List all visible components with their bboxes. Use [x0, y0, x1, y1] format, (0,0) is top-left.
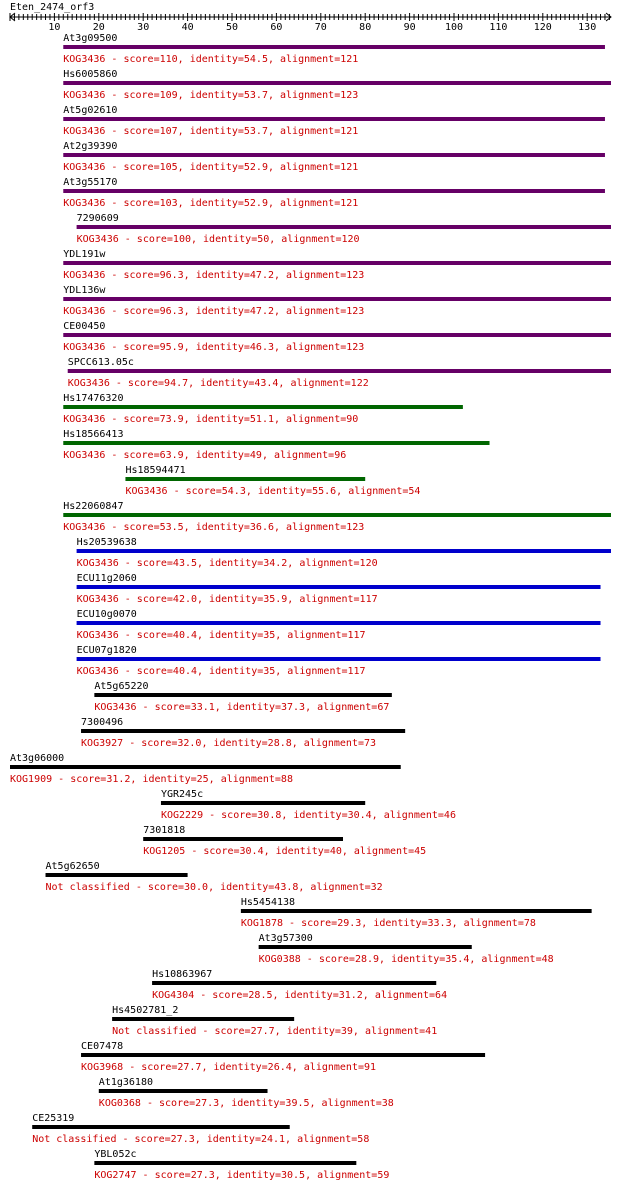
axis-tick-label: 70: [314, 22, 327, 33]
hit-bar[interactable]: [32, 1125, 290, 1129]
hit-name[interactable]: ECU10g0070: [76, 609, 137, 620]
hit-name[interactable]: At5g65220: [94, 681, 149, 692]
hit-row[interactable]: [77, 645, 601, 677]
hit-row[interactable]: [63, 33, 605, 65]
hit-bar[interactable]: [259, 945, 472, 949]
hit-description: Not classified - score=27.3, identity=24.1, alignment=58: [32, 1134, 370, 1145]
hit-name[interactable]: At3g06000: [10, 753, 65, 764]
hit-row[interactable]: [99, 1077, 394, 1109]
hit-bar[interactable]: [99, 1089, 268, 1093]
hit-description: KOG3436 - score=63.9, identity=49, alignment=96: [63, 450, 347, 461]
hit-row[interactable]: [94, 681, 391, 713]
hit-description: KOG3436 - score=105, identity=52.9, alignment=121: [63, 162, 359, 173]
hit-description: KOG1909 - score=31.2, identity=25, alignment=88: [10, 774, 293, 785]
query-title: Eten_2474_orf3: [10, 2, 95, 13]
hit-description: Not classified - score=27.7, identity=39, alignment=41: [112, 1026, 438, 1037]
hit-bar[interactable]: [94, 1161, 356, 1165]
hit-name[interactable]: At5g02610: [63, 105, 118, 116]
hit-name[interactable]: YBL052c: [94, 1149, 137, 1160]
axis-tick-label: 80: [359, 22, 372, 33]
hit-row[interactable]: [63, 429, 489, 461]
hit-bar[interactable]: [152, 981, 436, 985]
hit-name[interactable]: Hs5454138: [240, 897, 296, 908]
hit-row[interactable]: [63, 177, 605, 209]
hit-row[interactable]: [63, 69, 611, 101]
hit-row[interactable]: [143, 825, 426, 857]
hit-name[interactable]: At3g57300: [258, 933, 313, 944]
axis-tick-label: 120: [533, 22, 552, 33]
hit-name[interactable]: Hs4502781_2: [112, 1005, 179, 1016]
hit-description: Not classified - score=30.0, identity=43.8, alignment=32: [45, 882, 383, 893]
axis-tick-label: 90: [403, 22, 416, 33]
hit-bar[interactable]: [161, 801, 365, 805]
hit-description: KOG1205 - score=30.4, identity=40, alignment=45: [143, 846, 427, 857]
hit-bar[interactable]: [68, 369, 611, 373]
hit-bar[interactable]: [94, 693, 391, 697]
hit-row[interactable]: [63, 393, 463, 425]
hit-bar[interactable]: [63, 81, 611, 85]
hit-description: KOG1878 - score=29.3, identity=33.3, alignment=78: [240, 918, 536, 929]
axis-tick-label: 30: [137, 22, 150, 33]
hit-row[interactable]: [68, 357, 611, 389]
hit-name[interactable]: At3g55170: [63, 177, 118, 188]
hit-bar[interactable]: [46, 873, 188, 877]
axis-tick-label: 40: [181, 22, 194, 33]
hit-bar[interactable]: [77, 621, 601, 625]
axis-tick-label: 60: [270, 22, 283, 33]
hit-description: KOG3436 - score=107, identity=53.7, alignment=121: [63, 126, 359, 137]
hit-description: KOG3436 - score=94.7, identity=43.4, alignment=122: [67, 378, 369, 389]
hit-description: KOG2747 - score=27.3, identity=30.5, alignment=59: [94, 1170, 390, 1181]
hit-row[interactable]: [241, 897, 592, 929]
hit-bar[interactable]: [63, 261, 611, 265]
hit-name[interactable]: SPCC613.05c: [67, 357, 134, 368]
hit-bar[interactable]: [63, 153, 605, 157]
hit-name[interactable]: YDL136w: [63, 285, 106, 296]
position-axis: [10, 13, 611, 33]
hit-description: KOG3436 - score=100, identity=50, alignment=120: [76, 234, 360, 245]
hit-bar[interactable]: [112, 1017, 294, 1021]
hit-bar[interactable]: [77, 549, 611, 553]
hit-description: KOG3436 - score=33.1, identity=37.3, alignment=67: [94, 702, 390, 713]
hit-row[interactable]: [77, 213, 611, 245]
hit-bar[interactable]: [63, 513, 611, 517]
hit-description: KOG3436 - score=54.3, identity=55.6, alignment=54: [125, 486, 421, 497]
axis-tick-label: 110: [489, 22, 508, 33]
hit-bar[interactable]: [63, 45, 605, 49]
hit-row[interactable]: [63, 501, 611, 533]
hit-name[interactable]: 7290609: [76, 213, 119, 224]
hit-row[interactable]: [63, 249, 611, 281]
hit-name[interactable]: Hs22060847: [63, 501, 124, 512]
hit-row[interactable]: [77, 609, 601, 641]
hit-row[interactable]: [77, 537, 611, 569]
hit-description: KOG3436 - score=110, identity=54.5, alignment=121: [63, 54, 359, 65]
hit-row[interactable]: [10, 753, 401, 785]
hit-description: KOG3436 - score=42.0, identity=35.9, alignment=117: [76, 594, 378, 605]
hit-description: KOG2229 - score=30.8, identity=30.4, alignment=46: [160, 810, 456, 821]
hit-description: KOG3968 - score=27.7, identity=26.4, alignment=91: [81, 1062, 377, 1073]
hit-name[interactable]: Hs18594471: [125, 465, 186, 476]
hit-row[interactable]: [63, 141, 605, 173]
hit-row[interactable]: [161, 789, 456, 821]
axis-tick-label: 50: [225, 22, 239, 33]
hit-name[interactable]: At3g09500: [63, 33, 118, 44]
hit-bar[interactable]: [77, 657, 601, 661]
hit-description: KOG3436 - score=96.3, identity=47.2, alignment=123: [63, 270, 365, 281]
hit-bar[interactable]: [241, 909, 592, 913]
hit-name[interactable]: CE07478: [81, 1041, 124, 1052]
hit-name[interactable]: 7300496: [81, 717, 124, 728]
hit-name[interactable]: Hs17476320: [63, 393, 124, 404]
hit-bar[interactable]: [63, 333, 611, 337]
hit-name[interactable]: At2g39390: [63, 141, 118, 152]
hit-name[interactable]: ECU07g1820: [76, 645, 137, 656]
hit-description: KOG3436 - score=40.4, identity=35, alignment=117: [76, 666, 366, 677]
hit-description: KOG3436 - score=73.9, identity=51.1, alignment=90: [63, 414, 359, 425]
hit-bar[interactable]: [63, 189, 605, 193]
hit-row[interactable]: [81, 1041, 485, 1073]
hit-description: KOG3436 - score=103, identity=52.9, alignment=121: [63, 198, 359, 209]
hit-name[interactable]: At1g36180: [98, 1077, 153, 1088]
hit-name[interactable]: Hs18566413: [63, 429, 124, 440]
hit-row[interactable]: [63, 321, 611, 353]
hit-name[interactable]: ECU11g2060: [76, 573, 137, 584]
hit-description: KOG3436 - score=95.9, identity=46.3, alignment=123: [63, 342, 365, 353]
hit-bar[interactable]: [77, 225, 611, 229]
hit-name[interactable]: 7301818: [143, 825, 186, 836]
hit-description: KOG3436 - score=43.5, identity=34.2, alignment=120: [76, 558, 378, 569]
hit-description: KOG3436 - score=40.4, identity=35, alignment=117: [76, 630, 366, 641]
hit-list: [10, 33, 611, 1181]
hit-name[interactable]: Hs10863967: [152, 969, 213, 980]
hit-row[interactable]: [63, 285, 611, 317]
hit-bar[interactable]: [81, 1053, 485, 1057]
hit-bar[interactable]: [10, 765, 401, 769]
axis-tick-label: 130: [578, 22, 597, 33]
hit-row[interactable]: [112, 1005, 437, 1037]
hit-name[interactable]: Hs20539638: [76, 537, 137, 548]
hit-description: KOG3436 - score=53.5, identity=36.6, alignment=123: [63, 522, 365, 533]
hit-bar[interactable]: [81, 729, 405, 733]
hit-row[interactable]: [81, 717, 405, 749]
hit-description: KOG3436 - score=109, identity=53.7, alignment=123: [63, 90, 359, 101]
hit-bar[interactable]: [125, 477, 365, 481]
hit-row[interactable]: [125, 465, 420, 497]
hit-row[interactable]: [152, 969, 447, 1001]
hit-row[interactable]: [32, 1113, 369, 1145]
axis-tick-label: 20: [92, 22, 105, 33]
hit-name[interactable]: CE00450: [63, 321, 106, 332]
hit-name[interactable]: CE25319: [32, 1113, 75, 1124]
hit-bar[interactable]: [63, 405, 463, 409]
hit-description: KOG3436 - score=96.3, identity=47.2, alignment=123: [63, 306, 365, 317]
hit-name[interactable]: YDL191w: [63, 249, 106, 260]
hit-bar[interactable]: [63, 117, 605, 121]
hit-description: KOG0388 - score=28.9, identity=35.4, alignment=48: [258, 954, 554, 965]
hit-bar[interactable]: [63, 297, 611, 301]
hit-row[interactable]: [94, 1149, 389, 1181]
hit-description: KOG4304 - score=28.5, identity=31.2, alignment=64: [152, 990, 448, 1001]
hit-row[interactable]: [77, 573, 601, 605]
hit-name[interactable]: At5g62650: [45, 861, 100, 872]
hit-bar[interactable]: [63, 441, 489, 445]
axis-tick-label: 100: [444, 22, 464, 33]
hit-name[interactable]: Hs6005860: [63, 69, 118, 80]
hit-description: KOG3927 - score=32.0, identity=28.8, alignment=73: [81, 738, 377, 749]
hit-bar[interactable]: [77, 585, 601, 589]
hit-name[interactable]: YGR245c: [160, 789, 204, 800]
axis-tick-label: 10: [48, 22, 61, 33]
hit-description: KOG0368 - score=27.3, identity=39.5, alignment=38: [98, 1098, 394, 1109]
hit-bar[interactable]: [143, 837, 343, 841]
hit-row[interactable]: [259, 933, 554, 965]
hit-row[interactable]: [46, 861, 383, 893]
hit-row[interactable]: [63, 105, 605, 137]
